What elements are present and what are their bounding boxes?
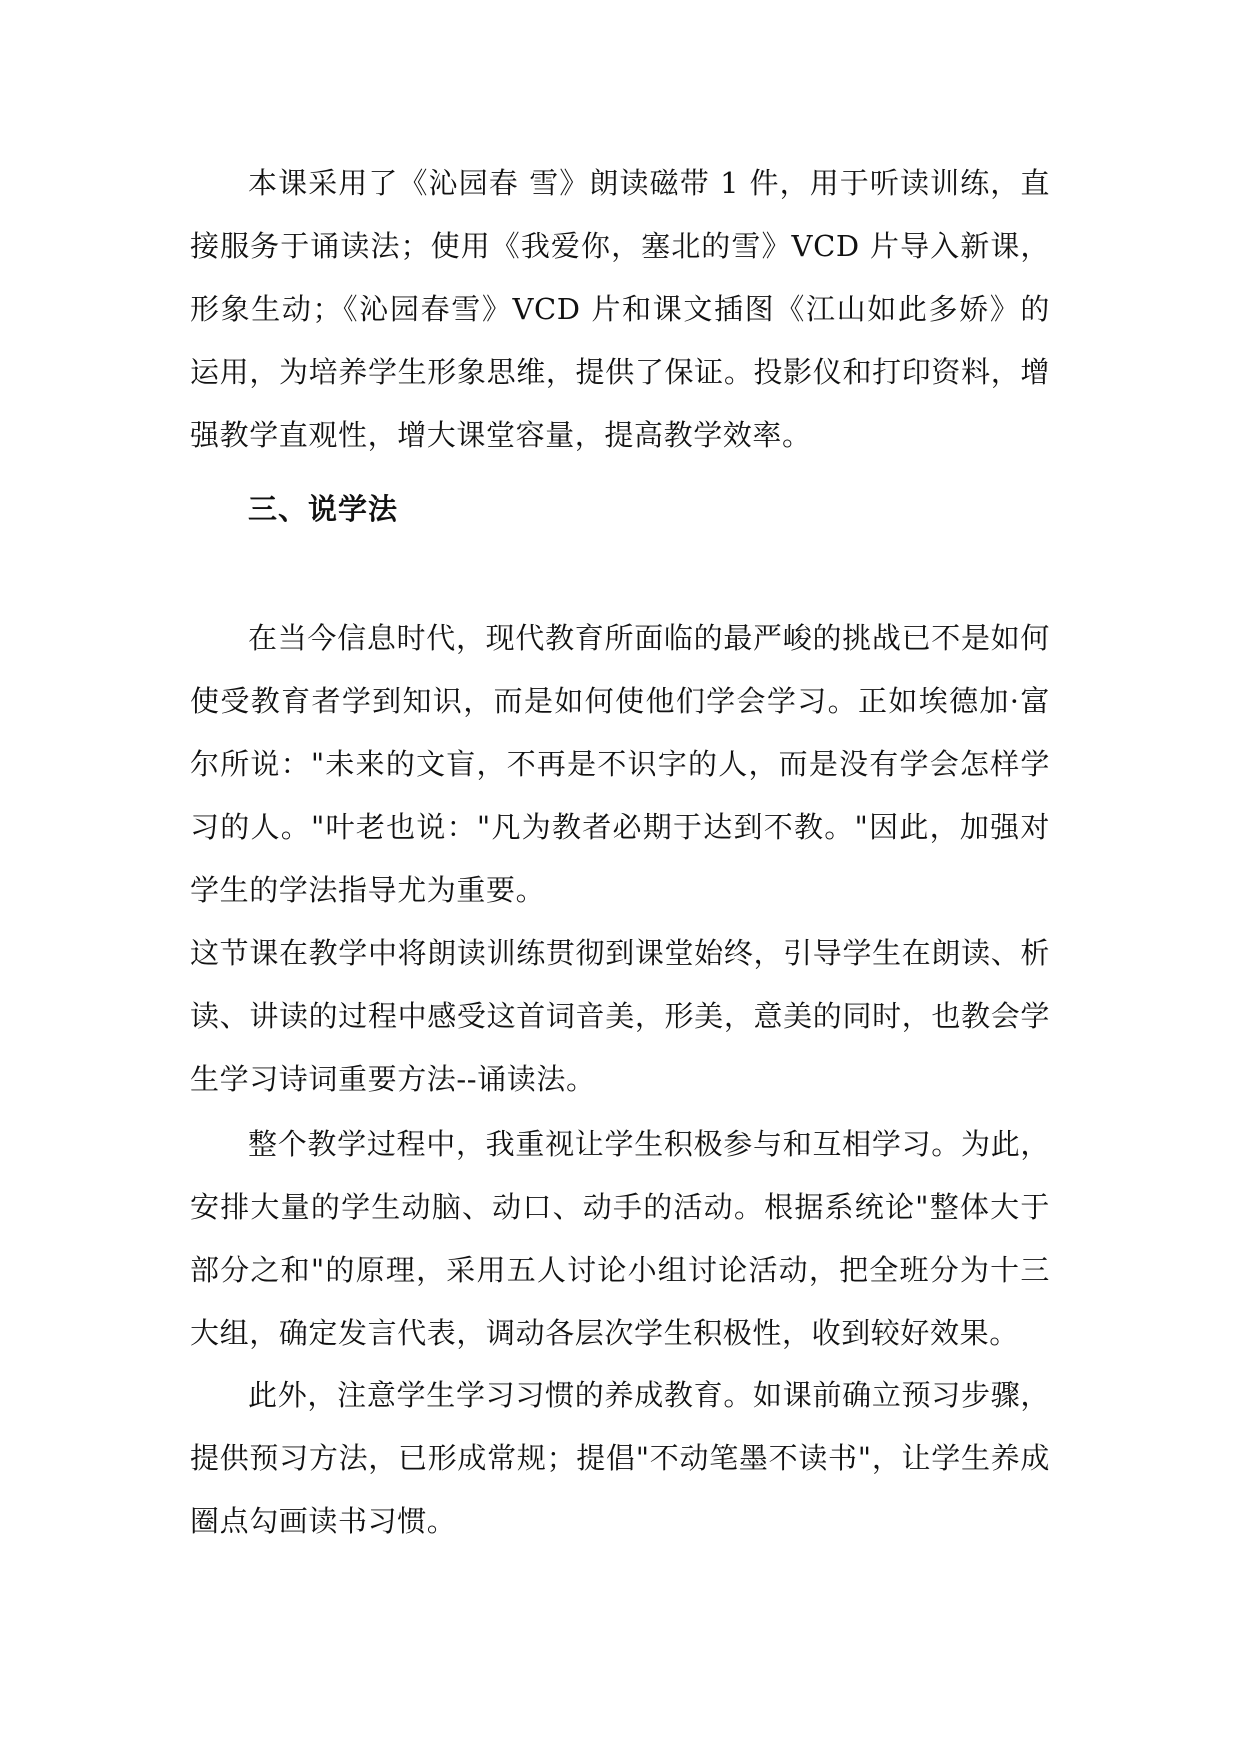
paragraph-group-discussion: 整个教学过程中，我重视让学生积极参与和互相学习。为此，安排大量的学生动脑、动口、动手的活动。根据系统论"整体大于部分之和"的原理，采用五人讨论小组讨论活动，把全班分为十三大组，确定发言代表，调动各层次学生积极性，收到较好效果。 <box>190 1127 1050 1350</box>
paragraph-learning-importance: 在当今信息时代，现代教育所面临的最严峻的挑战已不是如何使受教育者学到知识，而是如何使他们学会学习。正如埃德加·富尔所说："未来的文盲，不再是不识字的人，而是没有学会怎样学习的人。"叶老也说："凡为教者必期于达到不教。"因此，加强对学生的学法指导尤为重要。 <box>190 621 1050 907</box>
paragraph-teaching-aids: 本课采用了《沁园春 雪》朗读磁带 1 件，用于听读训练，直接服务于诵读法；使用《我爱你，塞北的雪》VCD 片导入新课，形象生动；《沁园春雪》VCD 片和课文插图《江山如此多娇》的运用，为培养学生形象思维，提供了保证。投影仪和打印资料，增强教学直观性，增大课堂容量，提高教学效率。 <box>190 166 1050 452</box>
paragraph-reading-training: 这节课在教学中将朗读训练贯彻到课堂始终，引导学生在朗读、析读、讲读的过程中感受这首词音美，形美，意美的同时，也教会学生学习诗词重要方法--诵读法。 <box>190 936 1050 1096</box>
section-heading-learning-methods: 三、说学法 <box>248 492 399 526</box>
paragraph-study-habits: 此外，注意学生学习习惯的养成教育。如课前确立预习步骤，提供预习方法，已形成常规；提倡"不动笔墨不读书"，让学生养成圈点勾画读书习惯。 <box>190 1378 1050 1538</box>
